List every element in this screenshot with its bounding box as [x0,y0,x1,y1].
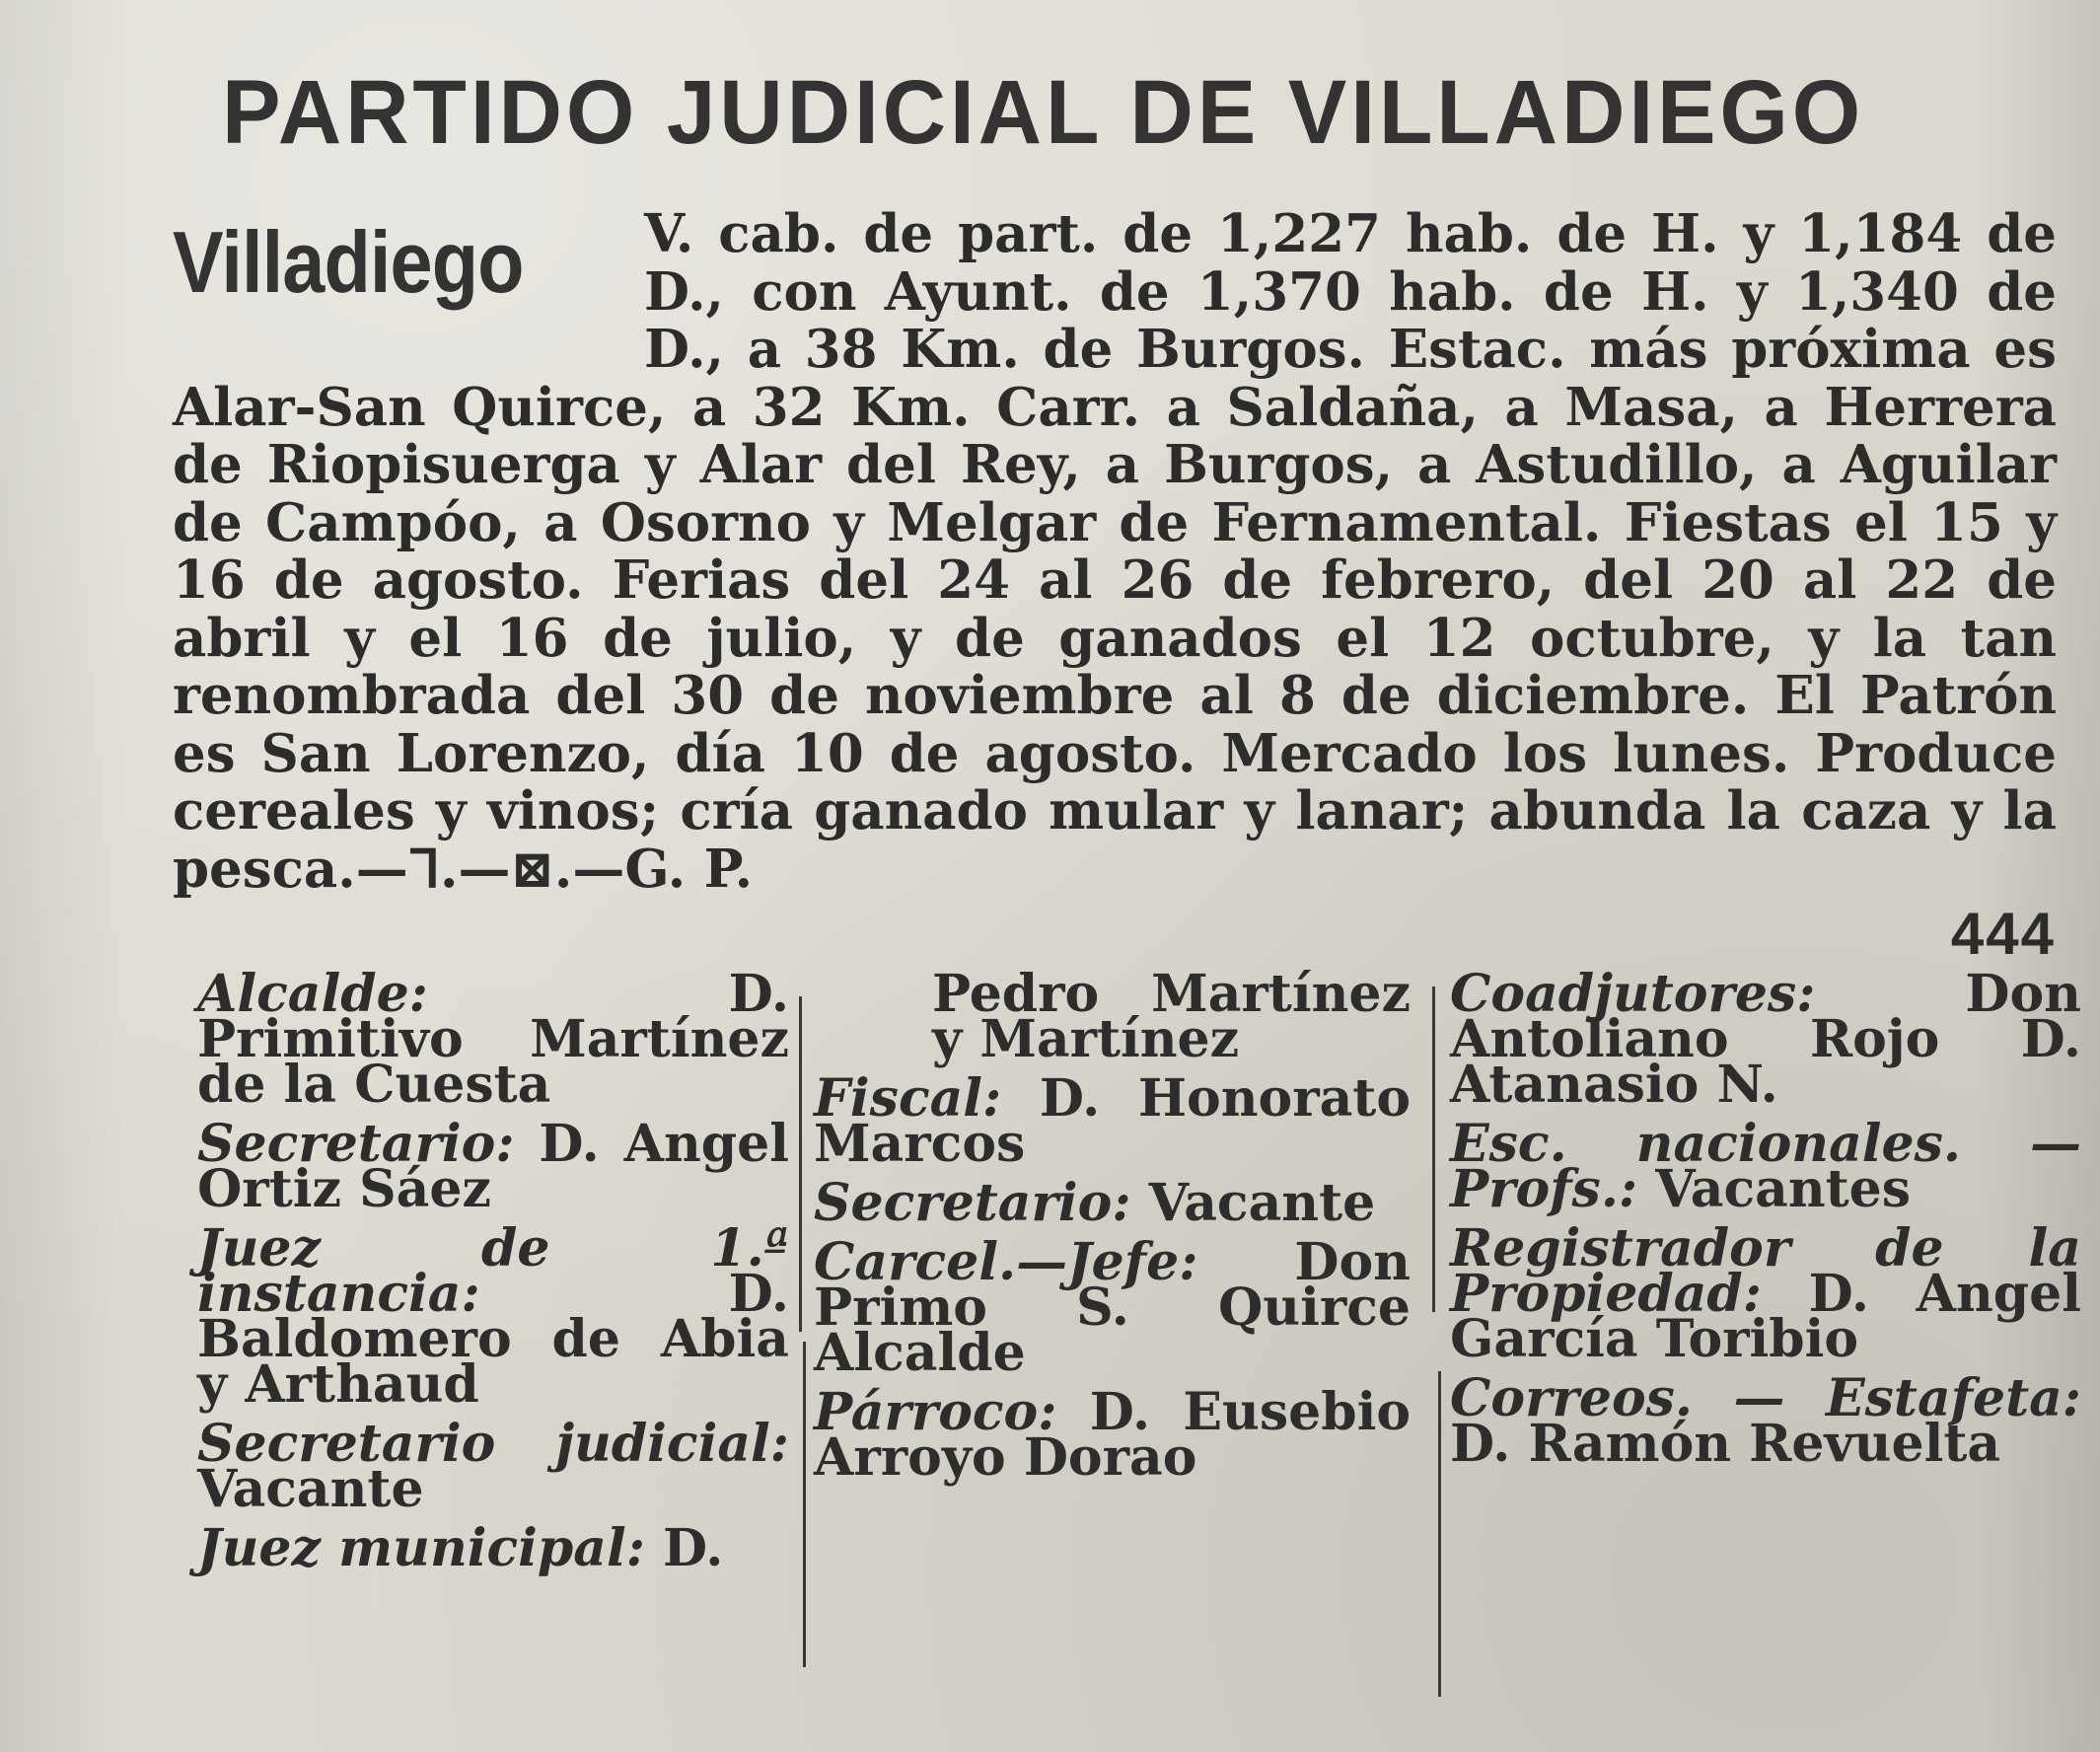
official-role: Alcalde: [197,964,428,1024]
official-name: D. Primitivo Martínez de la Cuesta [197,964,789,1115]
official-name: Vacante [1148,1173,1376,1233]
column-divider [1438,1371,1441,1697]
official-role: Secretario: [197,1114,515,1174]
official-entry [814,964,1411,1069]
column-divider [1432,986,1435,1312]
official-role: Esc. nacionales. — Profs.: [1450,1114,2081,1219]
official-name: D. Baldomero de Abia y Arthaud [197,1264,789,1415]
column-divider [799,996,802,1332]
official-name: Don Primo S. Quirce Alcalde [814,1232,1411,1383]
official-name: Don Antoliano Rojo D. Atanasio N. [1450,964,2081,1115]
town-description: V. cab. de part. de 1,227 hab. de H. y 1,184 de D., con Ayunt. de 1,370 hab. de H. y 1,340 de D., a 38 Km. de Burgos. Estac. más próxima es Alar-San Quirce, a 32 Km. Carr. a Saldaña, a Masa, a Herrera de Riopisuerga y Alar del Rey, a Burgos, a Astudillo, a Aguilar de Campóo, a Osorno y Melgar de Fernamental. Fiestas el 15 y 16 de agosto. Ferias del 24 al 26 de febrero, del 20 al 22 de abril y el 16 de julio, y de ganados el 12 octubre, y la tan renombrada del 30 de noviembre al 8 de diciembre. El Patrón es San Lorenzo, día 10 de agosto. Mercado los lunes. Produce cereales y vinos; cría ganado mular y lanar; abunda la caza y la pesca. [173,203,2057,900]
reference-number: 444 [1950,901,2056,967]
page-title: PARTIDO JUDICIAL DE VILLADIEGO [222,62,1864,163]
service-codes: —ᒣ.—⊠.—G. P. [355,838,754,900]
official-name: D. Ramón Revuelta [1450,1414,2001,1474]
official-name: D. Angel García Toribio [1450,1264,2081,1369]
official-role: Juez municipal: [197,1518,645,1578]
official-entry [1450,1368,2081,1474]
official-role: Coadjutores: [1450,964,1816,1024]
official-role: Juez de 1.ª instancia: [197,1218,789,1324]
official-entry [197,1218,789,1415]
official-entry [197,1414,789,1519]
official-entry [197,964,789,1115]
town-name: Villadiego [173,213,524,311]
officials-column-1 [197,964,789,1585]
officials-column-3 [1450,964,2081,1481]
official-name: Vacantes [1655,1159,1912,1219]
official-entry [197,1518,789,1578]
official-name: D. [663,1518,724,1578]
official-entry [814,1068,1412,1174]
official-role: Secretario: [814,1173,1131,1233]
official-role: Correos. — Estafeta: [1450,1368,2081,1428]
official-role: Párroco: [814,1382,1057,1442]
official-entry [197,1114,789,1219]
officials-column-2 [814,964,1412,1495]
official-entry [1450,964,2081,1115]
official-entry [1450,1218,2081,1369]
official-name: Pedro Martínez y Martínez [932,964,1411,1069]
official-role: Secretario judicial: [197,1414,789,1474]
official-name: D. Angel Ortiz Sáez [197,1114,789,1219]
official-entry [814,1232,1411,1383]
official-role: Registrador de la Propiedad: [1450,1218,2081,1324]
official-entry [814,1382,1412,1488]
official-role: Carcel.—Jefe: [814,1232,1198,1292]
official-entry [1450,1114,2081,1219]
official-entry [814,1173,1411,1233]
official-role: Fiscal: [814,1068,1002,1129]
official-name: D. Eusebio Arroyo Dorao [814,1382,1412,1488]
column-divider [803,1342,806,1667]
official-name: Vacante [197,1459,424,1519]
town-entry [173,205,2057,898]
official-name: D. Honorato Marcos [814,1068,1412,1174]
